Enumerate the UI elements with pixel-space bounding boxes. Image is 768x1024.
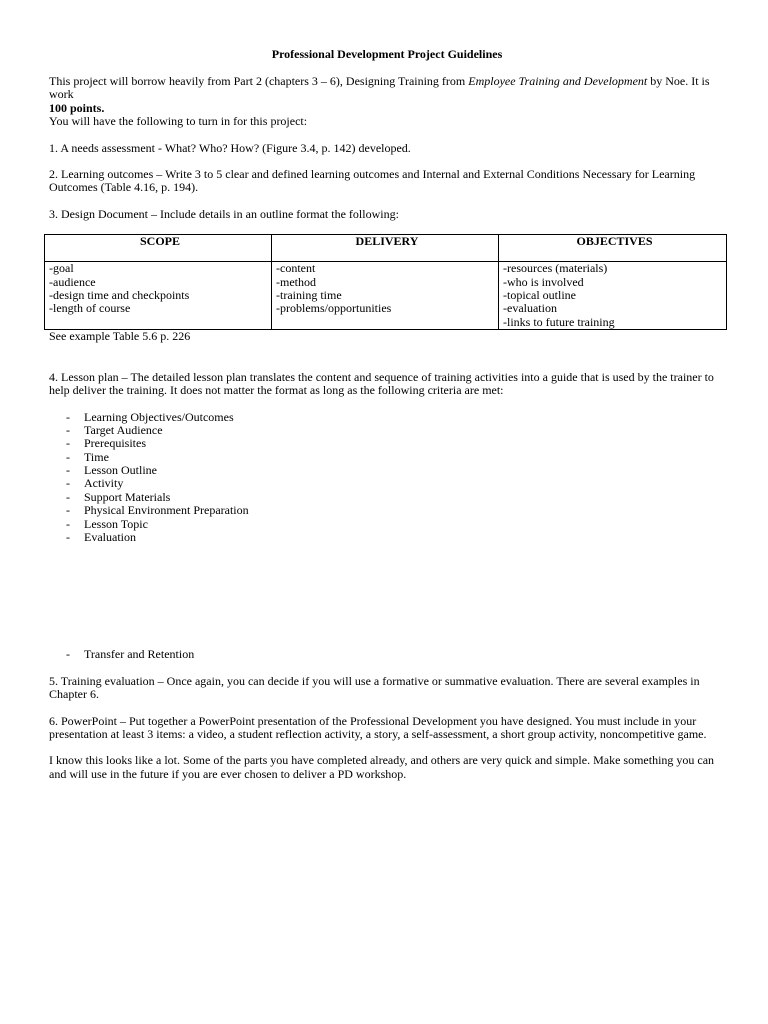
dash-bullet: - <box>66 503 70 518</box>
objectives-entry: -topical outline <box>503 288 576 303</box>
intro-text-1: This project will borrow heavily from Part 2 (chapters 3 – 6), Designing Training from <box>49 74 469 88</box>
lesson-plan-item: 4. Lesson plan – The detailed lesson plan translates the content and sequence of training activities into a guide that is used by the trainer to help deliver the training. It does not matter the format as long as the following criteria are met: <box>49 369 714 398</box>
list-item <box>49 477 725 490</box>
criteria-label: Physical Environment Preparation <box>84 503 249 518</box>
scope-entry: -goal <box>49 261 74 276</box>
list-item <box>49 437 725 450</box>
learning-outcomes-item: 2. Learning outcomes – Write 3 to 5 clear and defined learning outcomes and Internal and External Conditions Necessary for Learning Outcomes (Table 4.16, p. 194). <box>49 167 696 195</box>
list-item <box>49 451 725 464</box>
document-page <box>49 48 725 781</box>
list-item <box>49 518 725 531</box>
delivery-entry: -training time <box>276 288 342 303</box>
criteria-label: Target Audience <box>84 422 163 437</box>
list-item <box>49 531 725 544</box>
dash-bullet: - <box>66 489 70 504</box>
book-title: Employee Training and Development <box>468 74 648 88</box>
list-item <box>49 424 725 437</box>
delivery-entry: -content <box>276 261 316 276</box>
delivery-entry: -problems/opportunities <box>276 301 392 316</box>
table-note: See example Table 5.6 p. 226 <box>49 329 191 344</box>
dash-bullet: - <box>66 449 70 464</box>
needs-assessment-item: 1. A needs assessment - What? Who? How? (Figure 3.4, p. 142) developed. <box>49 140 411 155</box>
dash-bullet: - <box>66 422 70 437</box>
criteria-label: Transfer and Retention <box>84 647 195 662</box>
criteria-list-continued <box>49 648 725 661</box>
training-evaluation-item: 5. Training evaluation – Once again, you can decide if you will use a formative or summative evaluation. There are several examples in Chapter 6. <box>49 673 700 702</box>
points-total: 100 points. <box>49 100 105 115</box>
list-item <box>49 411 725 424</box>
criteria-label: Lesson Outline <box>84 463 157 478</box>
scope-cell <box>45 262 272 330</box>
dash-bullet: - <box>66 436 70 451</box>
criteria-label: Activity <box>84 476 124 491</box>
dash-bullet: - <box>66 647 70 662</box>
dash-bullet: - <box>66 530 70 545</box>
list-item <box>49 648 725 661</box>
powerpoint-item: 6. PowerPoint – Put together a PowerPoint presentation of the Professional Development you have designed. You must include in your presentation at least 3 items: a video, a student reflection activity, a story, a self-assessment, a short group activity, noncompetitive game. <box>49 713 707 742</box>
table-header-row <box>45 235 727 262</box>
document-title: Professional Development Project Guidelines <box>271 47 503 61</box>
scope-entry: -audience <box>49 274 96 289</box>
scope-entry: -length of course <box>49 301 131 316</box>
intro-paragraph <box>49 75 725 129</box>
objectives-cell <box>499 262 727 330</box>
objectives-entry: -resources (materials) <box>503 261 608 276</box>
objectives-entry: -links to future training <box>503 314 615 329</box>
delivery-entry: -method <box>276 274 316 289</box>
delivery-header: DELIVERY <box>272 235 499 262</box>
criteria-label: Time <box>84 449 109 464</box>
criteria-label: Lesson Topic <box>84 516 148 531</box>
scope-header: SCOPE <box>45 235 272 262</box>
criteria-label: Prerequisites <box>84 436 146 451</box>
objectives-entry: -evaluation <box>503 301 557 316</box>
scope-entry: -design time and checkpoints <box>49 288 190 303</box>
criteria-label: Learning Objectives/Outcomes <box>84 409 234 424</box>
dash-bullet: - <box>66 516 70 531</box>
design-document-table <box>44 234 727 330</box>
intro-text-2: by Noe. It is work <box>49 74 710 102</box>
table-row <box>45 262 727 330</box>
criteria-list <box>49 411 725 545</box>
list-item <box>49 504 725 517</box>
delivery-cell <box>272 262 499 330</box>
dash-bullet: - <box>66 409 70 424</box>
intro-text-3: You will have the following to turn in for this project: <box>49 114 308 129</box>
criteria-label: Evaluation <box>84 530 136 545</box>
list-item <box>49 491 725 504</box>
objectives-entry: -who is involved <box>503 274 584 289</box>
objectives-header: OBJECTIVES <box>499 235 727 262</box>
design-document-item: 3. Design Document – Include details in an outline format the following: <box>49 206 399 221</box>
criteria-label: Support Materials <box>84 489 171 504</box>
closing-paragraph: I know this looks like a lot. Some of the parts you have completed already, and others are very quick and simple. Make something you can and will use in the future if you are ever chosen to deliver a PD workshop. <box>49 753 715 781</box>
list-item <box>49 464 725 477</box>
dash-bullet: - <box>66 476 70 491</box>
dash-bullet: - <box>66 463 70 478</box>
